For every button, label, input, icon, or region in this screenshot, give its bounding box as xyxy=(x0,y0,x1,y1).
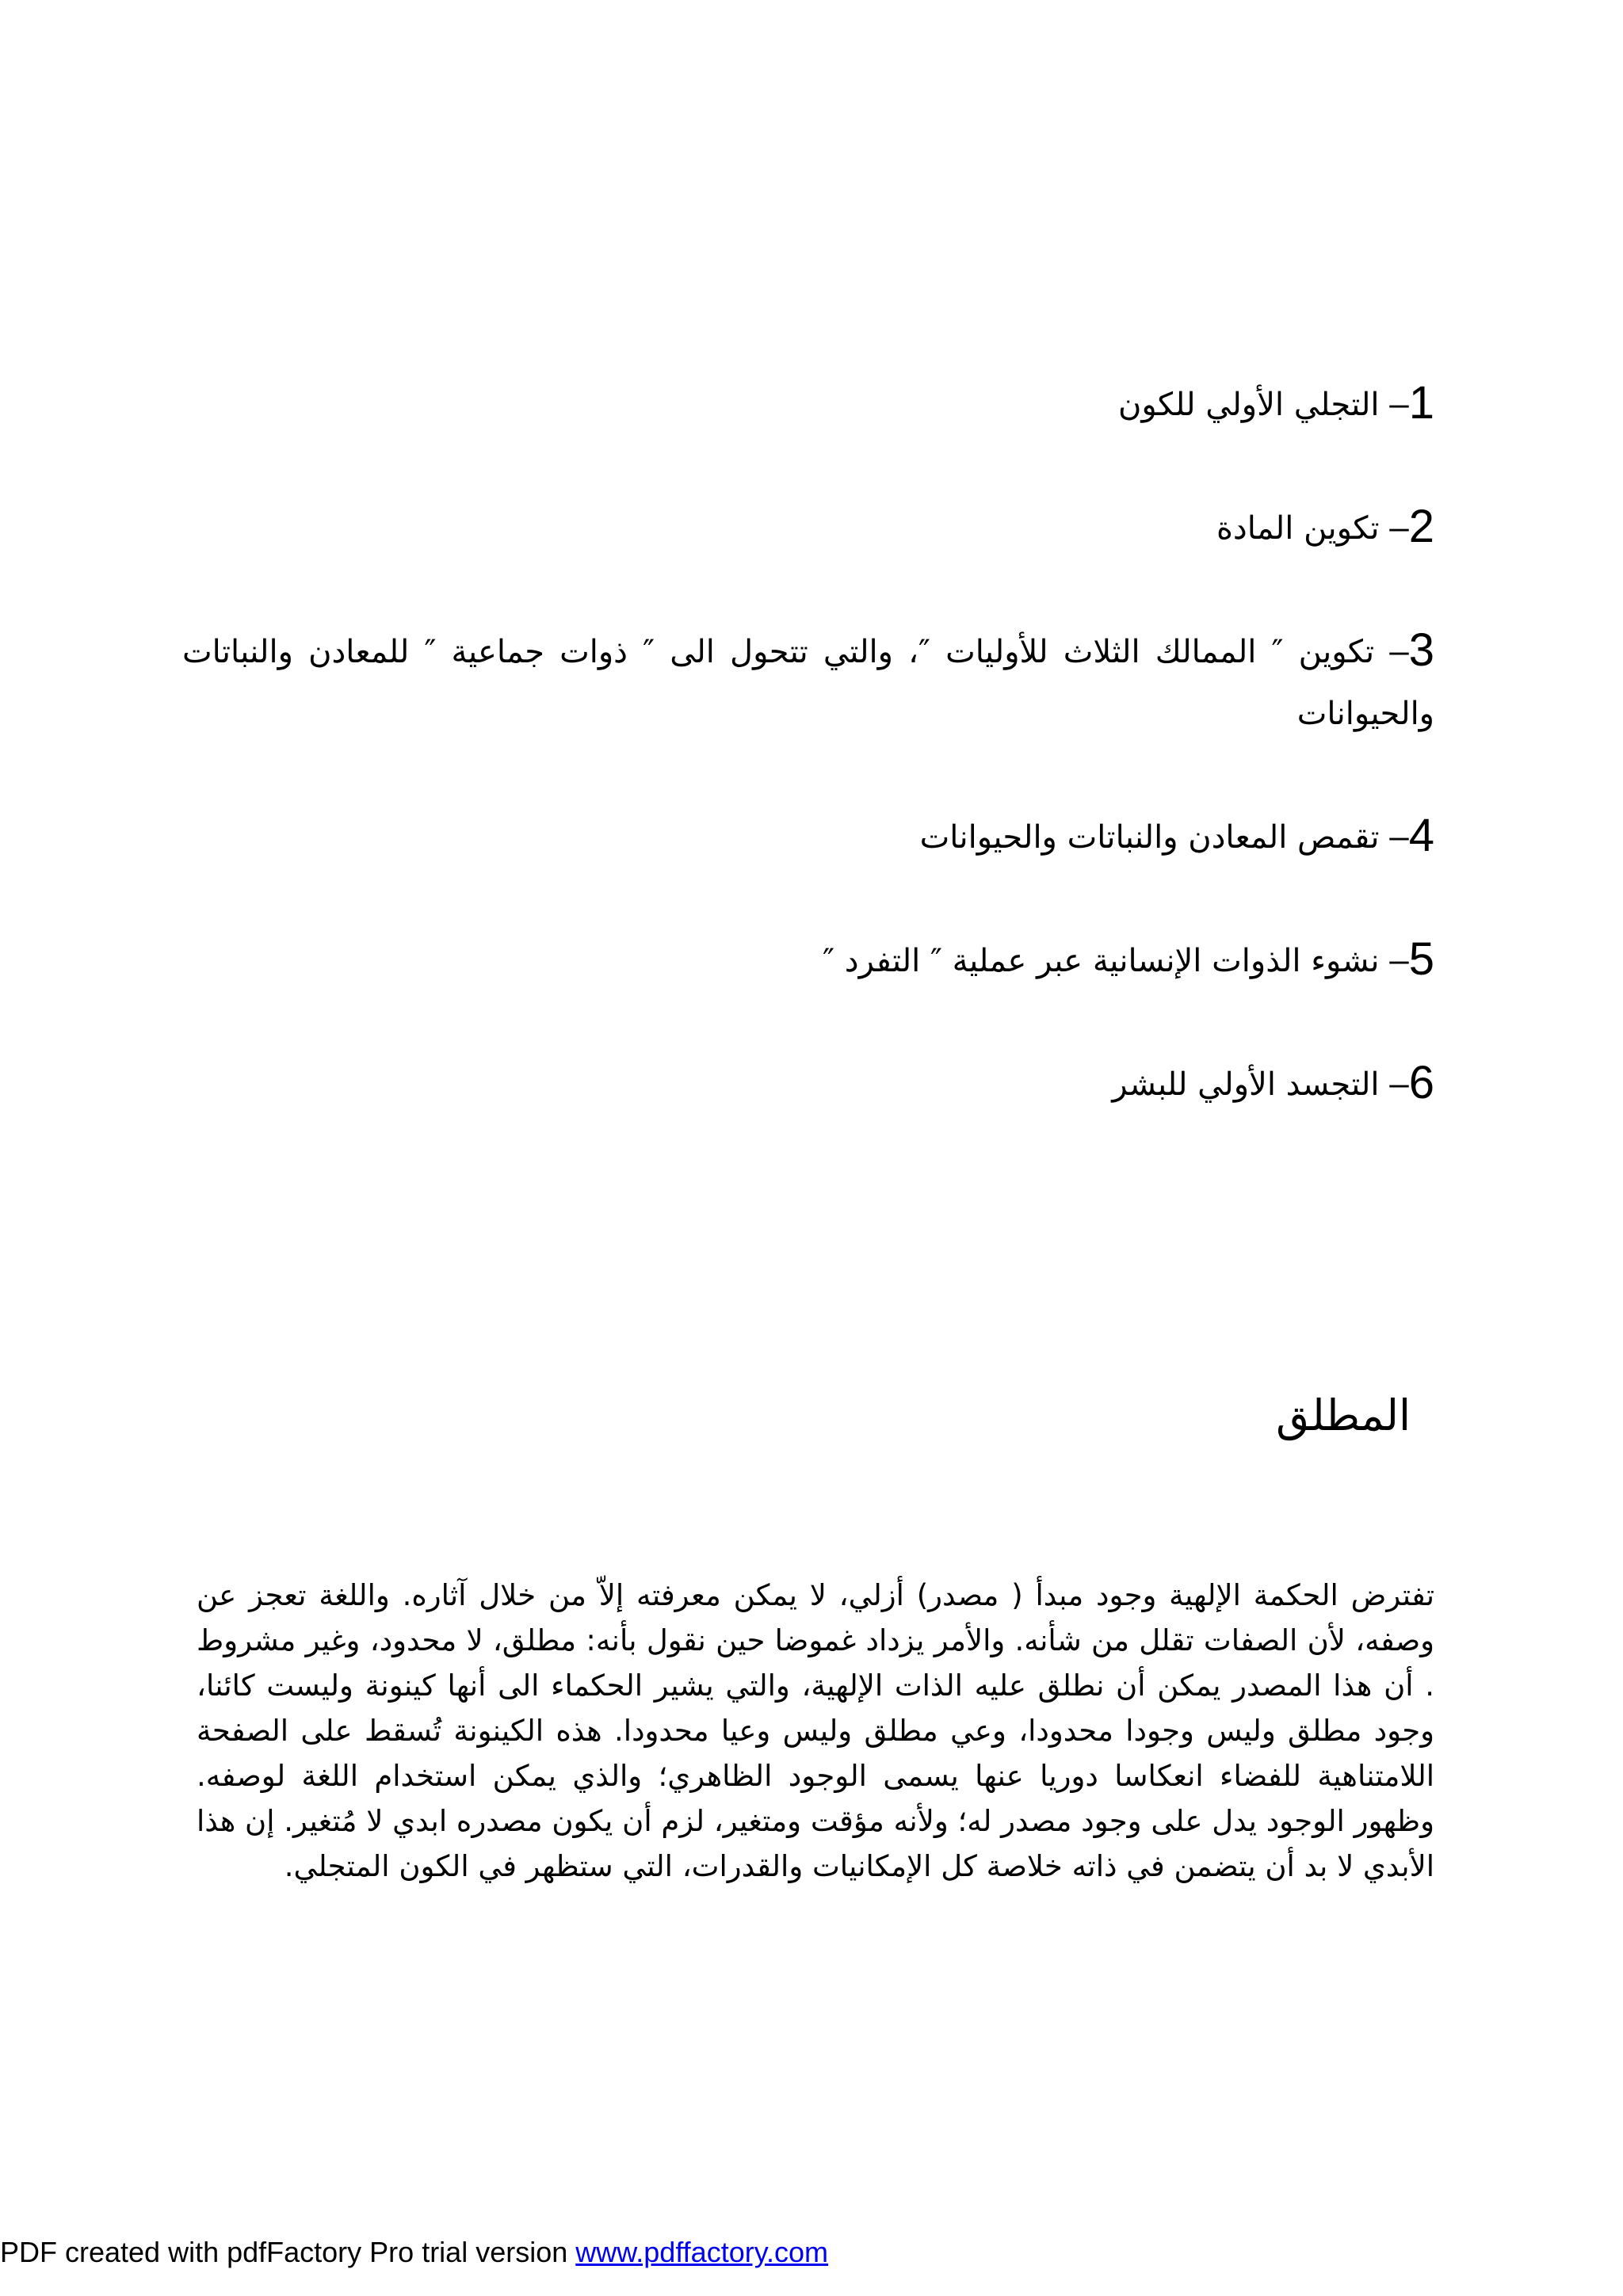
outline-list xyxy=(182,372,1434,1176)
outline-dash: – xyxy=(1389,384,1409,423)
outline-dash: – xyxy=(1389,1064,1409,1103)
outline-number: 6 xyxy=(1408,1057,1434,1108)
outline-text: التجسد الأولي للبشر xyxy=(1112,1066,1390,1103)
outline-item-2 xyxy=(182,496,1434,559)
outline-item-3 xyxy=(182,620,1434,745)
outline-dash: – xyxy=(1389,817,1409,856)
outline-dash: – xyxy=(1389,508,1409,547)
body-paragraph: تفترض الحكمة الإلهية وجود مبدأ ( مصدر) أزلي، لا يمكن معرفته إلاّ من خلال آثاره. واللغة تعجز عن وصفه، لأن الصفات تقلل من شأنه. والأمر يزداد غموضا حين نقول بأنه: مطلق، لا محدود، وغير مشروط . أن هذا المصدر يمكن أن نطلق عليه الذات الإلهية، والتي يشير الحكماء الى أنها كينونة وليست كائنا، وجود مطلق وليس وجودا محدودا، وعي مطلق وليس وعيا محدودا. هذه الكينونة تُسقط على الصفحة اللامتناهية للفضاء انعكاسا دوريا عنها يسمى الوجود الظاهري؛ والذي يمكن استخدام اللغة لوصفه. وظهور الوجود يدل على وجود مصدر له؛ ولأنه مؤقت ومتغير، لزم أن يكون مصدره ابدي لا مُتغير. إن هذا الأبدي لا بد أن يتضمن في ذاته خلاصة كل الإمكانيات والقدرات، التي ستظهر في الكون المتجلي. xyxy=(197,1578,1434,1883)
outline-dash: – xyxy=(1389,631,1409,670)
pdf-footer xyxy=(0,2236,828,2269)
outline-dash: – xyxy=(1389,940,1409,979)
outline-item-5 xyxy=(182,929,1434,992)
outline-text: تكوين المادة xyxy=(1216,510,1390,547)
outline-text: نشوء الذوات الإنسانية عبر عملية ″ التفرد ″ xyxy=(823,943,1390,979)
section-title: المطلق xyxy=(1276,1390,1411,1440)
outline-text: تكوين ″ الممالك الثلاث للأوليات ″، والتي تتحول الى ″ ذوات جماعية ″ للمعادن والنباتات والحيوانات xyxy=(182,634,1434,732)
outline-number: 3 xyxy=(1408,624,1434,676)
outline-number: 2 xyxy=(1408,501,1434,552)
footer-text: PDF created with pdfFactory Pro trial version xyxy=(0,2236,576,2268)
footer-link[interactable]: www.pdffactory.com xyxy=(575,2236,829,2268)
outline-text: تقمص المعادن والنباتات والحيوانات xyxy=(919,819,1390,856)
outline-item-1 xyxy=(182,372,1434,436)
outline-number: 1 xyxy=(1408,377,1434,429)
outline-item-6 xyxy=(182,1052,1434,1116)
outline-number: 4 xyxy=(1408,810,1434,861)
outline-text: التجلي الأولي للكون xyxy=(1118,387,1390,423)
outline-number: 5 xyxy=(1408,933,1434,985)
outline-item-4 xyxy=(182,805,1434,868)
